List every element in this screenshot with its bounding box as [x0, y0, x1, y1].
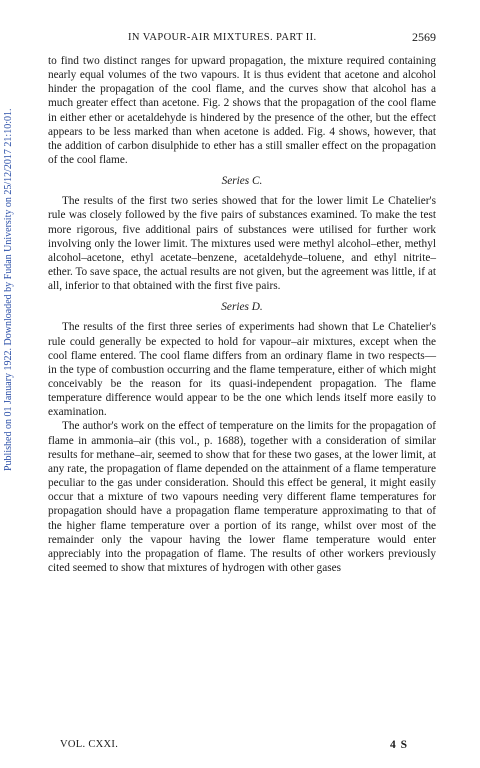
page-body — [48, 54, 436, 575]
paragraph: The results of the first three series of experiments had shown that Le Chatelier's rule could generally be expected to hold for vapour–air mixtures, except when the cool flame entered. The cool flame differs from an ordinary flame in two respects—in the type of combustion occurring and the flame temperature, either of which might conceivably be the reason for its quasi-independent propagation. The flame temperature difference would appear to be the one which lends itself more easily to examination. — [48, 321, 436, 419]
volume-label: VOL. CXXI. — [60, 739, 119, 750]
signature-mark: 4 S — [389, 739, 408, 751]
section-heading-series-c: Series C. — [221, 175, 263, 188]
page-footer — [60, 739, 408, 750]
paragraph: The author's work on the effect of temperature on the limits for the propagation of flame in ammonia–air (this vol., p. 1688), together with a consideration of similar results for methane–air, seemed to show that for these two gases, at the lower limit, at any rate, the propagation of flame depended on the attainment of a flame temperature peculiar to the gas under consideration. Should this effect be general, it might easily occur that a mixture of two vapours needing very different flame temperatures for propagation should have a propagation flame temperature approximating to that of the higher flame temperature over a portion of its range, whilst over most of the remainder only the vapour having the lower flame temperature would enter appreciably into the propagation of flame. The results of other workers previously cited seemed to show that mixtures of hydrogen with other gases — [48, 420, 436, 574]
paragraph: The results of the first two series showed that for the lower limit Le Chatelier's rule was closely followed by the five pairs of substances examined. To make the test more rigorous, five additional pairs of substances were utilised for further work involving only the lower limit. The mixtures used were methyl alcohol–ether, methyl alcohol–acetone, ethyl acetate–benzene, acetaldehyde–toluene, and ethyl nitrite–ether. To save space, the actual results are not given, but the agreement was little, if at all, inferior to that obtained with the first five pairs. — [48, 195, 436, 293]
download-notice: Published on 01 January 1922. Downloaded by Fudan University on 25/12/2017 21:10:01. — [3, 108, 14, 472]
running-title: IN VAPOUR-AIR MIXTURES. PART II. — [128, 32, 317, 43]
page-number: 2569 — [412, 30, 436, 44]
section-heading-series-d: Series D. — [221, 301, 263, 314]
paragraph: to find two distinct ranges for upward propagation, the mixture required containing nearly equal volumes of the two vapours. It is thus evident that acetone and alcohol hinder the propagation of the cool flame, and the curves show that alcohol has a much greater effect than acetone. Fig. 2 shows that the propagation of the cool flame in either ether or acetaldehyde is hindered by the presence of the other, but the effect appears to be less marked than when acetone is added. Fig. 4 shows, however, that the addition of carbon disulphide to ether has a still smaller effect on the propagation of the cool flame. — [48, 55, 436, 167]
running-header — [48, 30, 436, 46]
